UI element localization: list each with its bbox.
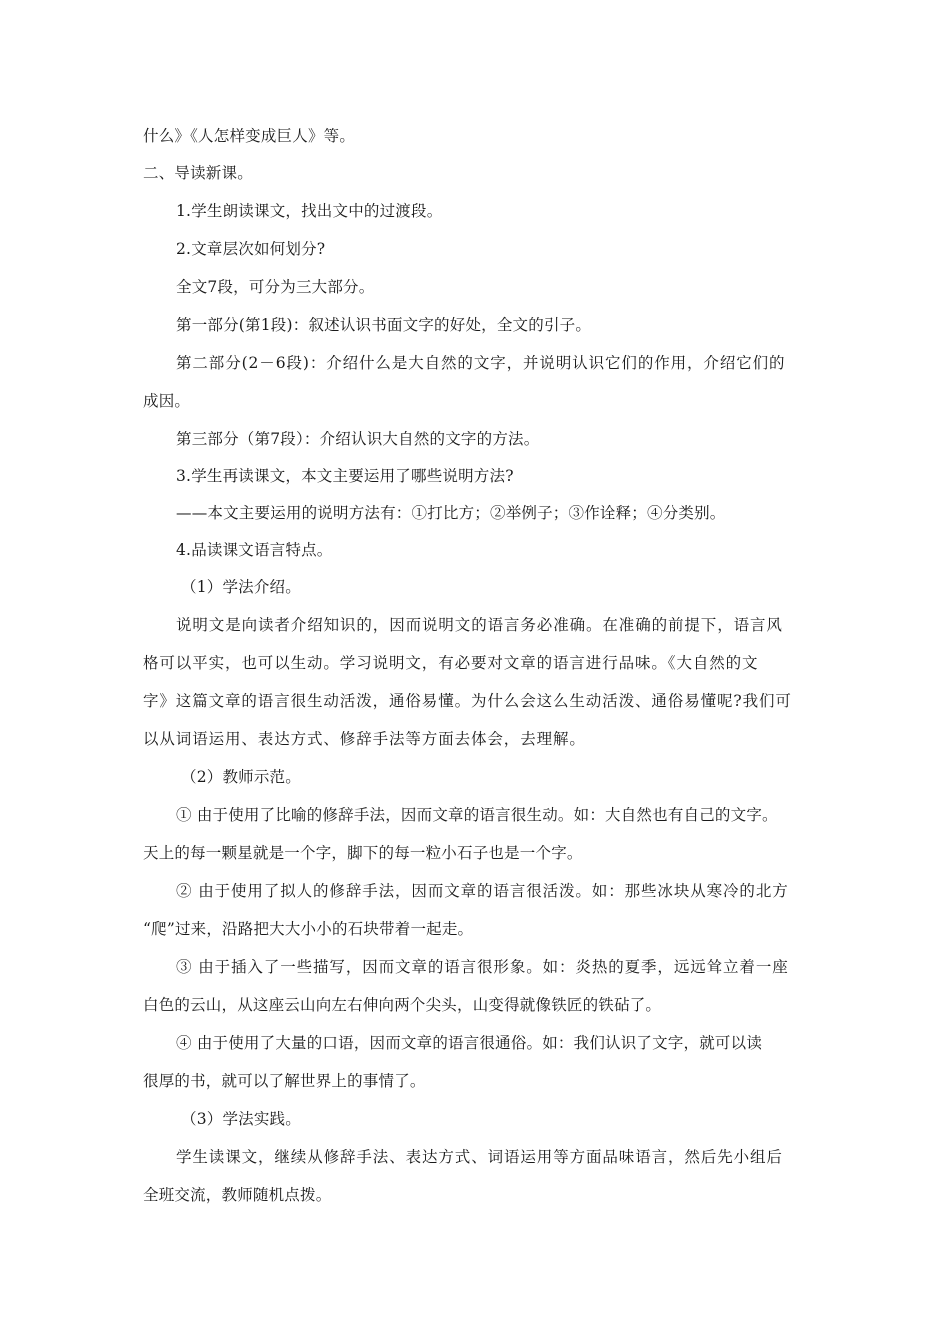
example-1-continuation: 天上的每一颗星就是一个字，脚下的每一粒小石子也是一个字。 xyxy=(143,844,583,862)
subheading-method-intro: （1）学法介绍。 xyxy=(181,578,301,596)
paragraph-text: 以从词语运用、表达方式、修辞手法等方面去体会，去理解。 xyxy=(143,730,586,748)
example-4-continuation: 很厚的书，就可以了解世界上的事情了。 xyxy=(143,1072,426,1090)
part-two: 第二部分(2－6段)：介绍什么是大自然的文字，并说明认识它们的作用，介绍它们的 xyxy=(176,354,786,372)
example-4: ④ 由于使用了大量的口语，因而文章的语言很通俗。如：我们认识了文字，就可以读 xyxy=(176,1034,763,1052)
part-three: 第三部分（第7段）：介绍认识大自然的文字的方法。 xyxy=(176,430,540,448)
text-line-continuation: 什么》《人怎样变成巨人》等。 xyxy=(143,127,356,145)
paragraph-text: 格可以平实，也可以生动。学习说明文，有必要对文章的语言进行品味。《大自然的文 xyxy=(143,654,759,672)
paragraph-text: 字》这篇文章的语言很生动活泼，通俗易懂。为什么会这么生动活泼、通俗易懂呢?我们可 xyxy=(143,692,792,710)
example-2: ② 由于使用了拟人的修辞手法，因而文章的语言很活泼。如：那些冰块从寒冷的北方 xyxy=(176,882,789,900)
subheading-practice: （3）学法实践。 xyxy=(181,1110,301,1128)
step-3: 3.学生再读课文，本文主要运用了哪些说明方法? xyxy=(176,467,514,485)
section-heading-reading: 二、导读新课。 xyxy=(143,164,253,182)
paragraph-text: 说明文是向读者介绍知识的，因而说明文的语言务必准确。在准确的前提下，语言风 xyxy=(176,616,783,634)
example-3: ③ 由于插入了一些描写，因而文章的语言很形象。如：炎热的夏季，远远耸立着一座 xyxy=(176,958,789,976)
example-3-continuation: 白色的云山，从这座云山向左右伸向两个尖头，山变得就像铁匠的铁砧了。 xyxy=(143,996,662,1014)
paragraph-text: 全文7段，可分为三大部分。 xyxy=(176,278,375,296)
part-two-continuation: 成因。 xyxy=(143,392,191,410)
paragraph-text: 学生读课文，继续从修辞手法、表达方式、词语运用等方面品味语言，然后先小组后 xyxy=(176,1148,783,1166)
step-2: 2.文章层次如何划分? xyxy=(176,240,326,258)
paragraph-text: 全班交流，教师随机点拨。 xyxy=(143,1186,332,1204)
step-4: 4.品读课文语言特点。 xyxy=(176,541,333,559)
subheading-teacher-demo: （2）教师示范。 xyxy=(181,768,301,786)
example-1: ① 由于使用了比喻的修辞手法，因而文章的语言很生动。如：大自然也有自己的文字。 xyxy=(176,806,778,824)
part-one: 第一部分(第1段)：叙述认识书面文字的好处，全文的引子。 xyxy=(176,316,592,334)
example-2-continuation: “爬”过来，沿路把大大小小的石块带着一起走。 xyxy=(143,920,474,938)
answer-methods: ——本文主要运用的说明方法有：①打比方；②举例子；③作诠释；④分类别。 xyxy=(176,504,726,522)
step-1: 1.学生朗读课文，找出文中的过渡段。 xyxy=(176,202,443,220)
